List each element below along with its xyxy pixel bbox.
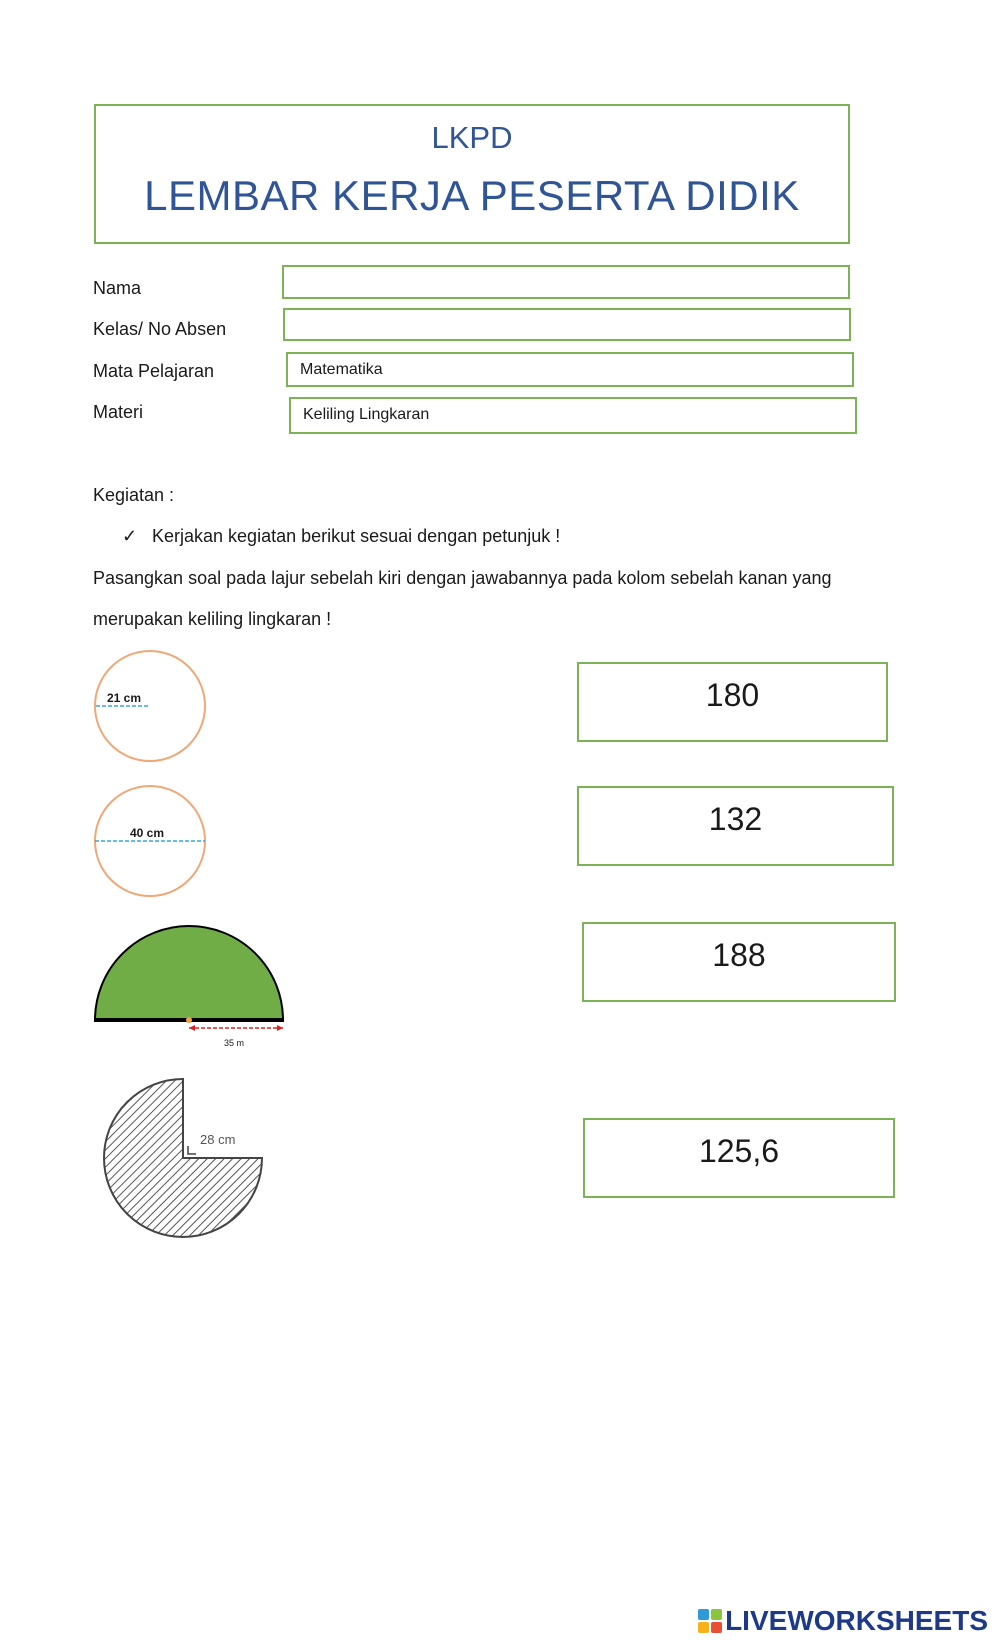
answer-box[interactable]: 180 <box>577 662 888 742</box>
title-lkpd: LKPD <box>431 120 513 155</box>
class-field[interactable] <box>283 308 851 341</box>
instruction-text: Kerjakan kegiatan berikut sesuai dengan petunjuk ! <box>152 526 561 546</box>
answer-box[interactable]: 188 <box>582 922 896 1002</box>
circle-figure-2[interactable] <box>88 781 212 901</box>
answer-box[interactable]: 132 <box>577 786 894 866</box>
logo-text: LIVEWORKSHEETS <box>725 1605 988 1636</box>
semicircle-radius-label: 35 m <box>224 1038 245 1048</box>
circle2-diameter-label: 40 cm <box>130 826 165 840</box>
circle1-radius-label: 21 cm <box>107 691 142 705</box>
answer-box[interactable]: 125,6 <box>583 1118 895 1198</box>
name-field[interactable] <box>282 265 850 299</box>
subject-field[interactable]: Matematika <box>286 352 854 387</box>
page-title: LEMBAR KERJA PESERTA DIDIK <box>144 172 800 219</box>
material-label: Materi <box>93 402 144 422</box>
subject-label: Mata Pelajaran <box>93 361 215 381</box>
class-label: Kelas/ No Absen <box>93 319 227 339</box>
task-text-line2: merupakan keliling lingkaran ! <box>93 609 332 629</box>
sector-figure[interactable] <box>96 1074 268 1244</box>
liveworksheets-logo <box>698 1605 988 1637</box>
material-field[interactable]: Keliling Lingkaran <box>289 397 857 434</box>
semicircle-figure[interactable] <box>90 918 292 1050</box>
title-box <box>94 104 850 244</box>
circle-figure-1[interactable] <box>88 646 212 766</box>
task-text-line1: Pasangkan soal pada lajur sebelah kiri dengan jawabannya pada kolom sebelah kanan yang <box>93 568 832 588</box>
activity-heading: Kegiatan : <box>93 485 175 505</box>
name-label: Nama <box>93 278 142 298</box>
sector-radius-label: 28 cm <box>200 1132 236 1147</box>
checkmark-icon: ✓ <box>122 526 138 546</box>
liveworksheets-logo-icon <box>698 1609 722 1633</box>
